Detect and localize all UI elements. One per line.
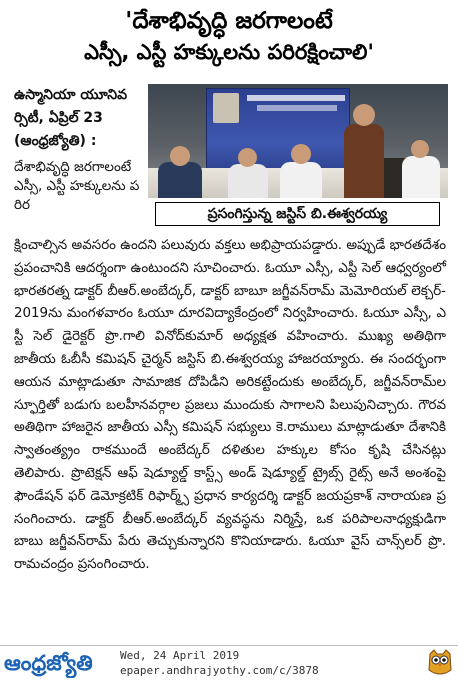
article-body: క్షించాల్సిన అవసరం ఉందని పలువురు వక్తలు అభిప్రాయపడ్డారు. అప్పుడే భారతదేశం ప్రపంచానికి ఆదర్శంగా ఉంటుందని సూచించారు. ఓయూ ఎస్సీ, ఎస్టీ సెల్ ఆధ్వర్యంలో భారతరత్న డాక్టర్ బీఆర్.అంబేద్కర్, డాక్టర్ బాబూ జగ్జీవన్‌రామ్ మెమోరియల్ లెక్చర్-2019ను మంగళవారం ఓయూ దూరవిద్యాకేంద్రంలో నిర్వహించారు. ఓయూ ఎస్సీ, ఎస్టీ సెల్ డైరెక్టర్ ప్రొ.గాలి వినోద్‌కుమార్ అధ్యక్షత వహించారు. ముఖ్య అతిథిగా జాతీయ ఓబీసీ కమిషన్ చైర్మన్ జస్టిస్ బి.ఈశ్వరయ్య హాజరయ్యారు. ఈ సందర్భంగా ఆయన మాట్లాడుతూ సామాజిక దోపిడీని అరికట్టేందుకు అంబేద్కర్, జగ్జీవన్‌రామ్‌ల స్ఫూర్తితో బడుగు బలహీనవర్గాల ప్రజలు ముందుకు సాగాలని పిలుపునిచ్చారు. గౌరవ అతిథిగా హాజరైన జాతీయ ఎస్సీ కమిషన్ సభ్యులు కె.రాములు మాట్లాడుతూ దేశానికి స్వాతంత్య్రం రాకముందే అంబేద్కర్ దళితుల హక్కుల కోసం కృషి చేసినట్లు తెలిపారు. ప్రొటెక్షన్ ఆఫ్ షెడ్యూల్డ్ కాస్ట్స్ అండ్ షెడ్యూల్డ్ ట్రైబ్స్ రైట్స్ అనే అంశంపై ఫౌండేషన్ ఫర్ డెమోక్రటిక్ రిఫార్మ్స్ ప్రధాన కార్యదర్శి డాక్టర్ జయప్రకాశ్ నారాయణ ప్రసంగించారు. డాక్టర్ బీఆర్.అంబేద్కర్ వ్యవస్థను నిర్మిస్తే, ఒక పరిపాలనాధ్యక్షుడిగా బాబు జగ్జీవన్‌రామ్ పేరు తెచ్చుకున్నారని కొనియాడారు. ఓయూ వైస్ చాన్స్‌లర్ ప్రొ.రామచంద్రం ప్రసంగించారు.: [14, 238, 446, 573]
footer-date: Wed, 24 April 2019: [120, 649, 240, 662]
dateline: ఉస్మానియా యూనివర్సిటీ, ఏప్రిల్ 23 (ఆంధ్రజ్యోతి) :: [14, 87, 128, 149]
footer-url: epaper.andhrajyothy.com/c/3878: [120, 664, 319, 677]
headline-line-1: 'దేశాభివృద్ధి జరగాలంటే: [125, 8, 333, 34]
event-photo: [148, 84, 448, 198]
person-seated: [228, 164, 268, 198]
stage-banner: [206, 88, 350, 180]
person-seated: [158, 162, 202, 198]
banner-text: [247, 95, 345, 101]
person-head: [238, 148, 257, 167]
banner-portrait: [213, 93, 239, 123]
person-seated: [402, 156, 440, 198]
headline-line-2: ఎస్సీ, ఎస్టీ హక్కులను పరిరక్షించాలి': [84, 40, 374, 64]
newspaper-logo: ఆంధ్రజ్యోతి: [4, 651, 93, 675]
lead-paragraph: దేశాభివృద్ధి జరగాలంటే ఎస్సీ, ఎస్టీ హక్కులను పరిర: [14, 159, 140, 213]
person-speaker: [344, 124, 384, 198]
owl-icon: [426, 648, 454, 678]
person-seated: [280, 162, 322, 198]
banner-text: [257, 105, 337, 111]
footer-divider: [0, 645, 458, 646]
person-head: [291, 144, 311, 164]
person-head: [411, 140, 429, 158]
footer-meta: [120, 648, 420, 678]
person-head: [353, 104, 375, 126]
photo-caption: ప్రసంగిస్తున్న జస్టిస్ బి.ఈశ్వరయ్య: [155, 202, 440, 226]
person-head: [170, 146, 190, 166]
